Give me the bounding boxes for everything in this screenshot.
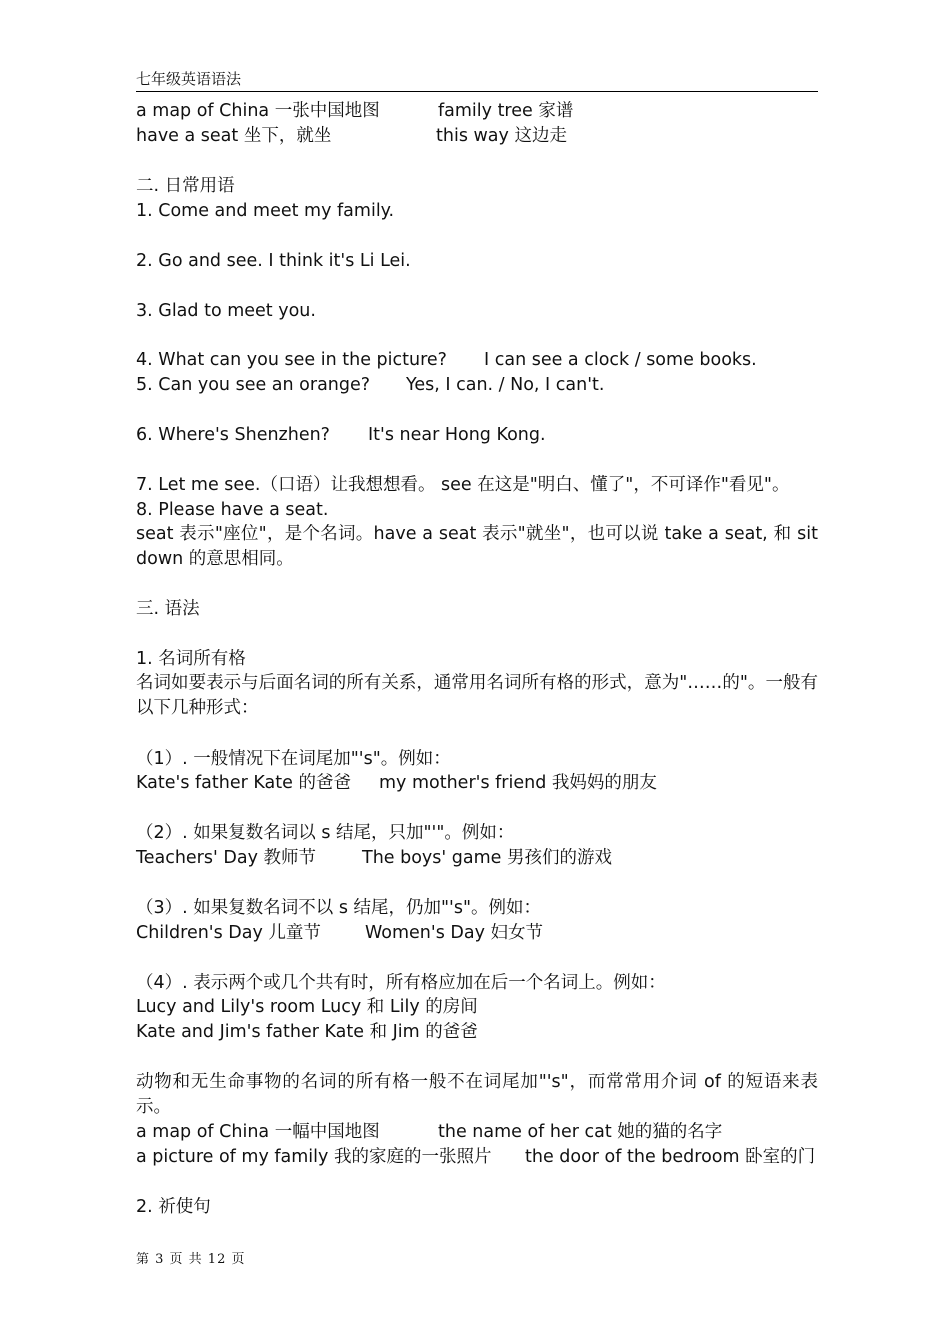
rule: （3）. 如果复数名词不以 s 结尾，仍加"'s"。例如： <box>136 898 542 918</box>
vocab-term: have a seat 坐下，就坐 <box>136 126 332 146</box>
vocab-term: family tree 家谱 <box>438 101 574 121</box>
example-row <box>136 1120 723 1144</box>
phrase-item: 1. Come and meet my family. <box>136 201 395 221</box>
example-row <box>136 1145 816 1169</box>
example: Lucy and Lily's room Lucy 和 Lily 的房间 <box>136 997 478 1017</box>
subsection-title: 1. 名词所有格 <box>136 649 246 669</box>
header-divider <box>136 91 818 92</box>
vocab-row-1 <box>136 99 574 123</box>
rule: （2）. 如果复数名词以 s 结尾，只加"'"。例如： <box>136 823 515 843</box>
qa-row <box>136 348 757 372</box>
example: Kate's father Kate 的爸爸 <box>136 773 351 793</box>
qa-row <box>136 373 605 397</box>
phrase-item: 2. Go and see. I think it's Li Lei. <box>136 251 411 271</box>
phrase-item: 3. Glad to meet you. <box>136 301 316 321</box>
answer: I can see a clock / some books. <box>484 350 757 370</box>
example: The boys' game 男孩们的游戏 <box>362 848 612 868</box>
example: a picture of my family 我的家庭的一张照片 <box>136 1147 492 1167</box>
example: my mother's friend 我妈妈的朋友 <box>379 773 657 793</box>
page-header-title: 七年级英语语法 <box>136 70 242 88</box>
example: a map of China 一幅中国地图 <box>136 1122 380 1142</box>
vocab-term: this way 这边走 <box>436 126 567 146</box>
example: the door of the bedroom 卧室的门 <box>525 1147 816 1167</box>
answer: It's near Hong Kong. <box>368 425 546 445</box>
example: Kate and Jim's father Kate 和 Jim 的爸爸 <box>136 1022 478 1042</box>
question: 5. Can you see an orange? <box>136 375 371 395</box>
example: the name of her cat 她的猫的名字 <box>438 1122 723 1142</box>
paragraph: 名词如要表示与后面名词的所有关系，通常用名词所有格的形式，意为"……的"。一般有以下几种形式： <box>136 673 818 718</box>
example-row <box>136 921 543 945</box>
example: Women's Day 妇女节 <box>365 923 543 943</box>
question: 6. Where's Shenzhen? <box>136 425 330 445</box>
subsection-title: 2. 祈使句 <box>136 1197 211 1217</box>
example-row <box>136 771 657 795</box>
example: Children's Day 儿童节 <box>136 923 321 943</box>
page-footer: 第 3 页 共 12 页 <box>136 1252 246 1267</box>
vocab-term: a map of China 一张中国地图 <box>136 101 380 121</box>
paragraph: 动物和无生命事物的名词的所有格一般不在词尾加"'s"，而常常用介词 of 的短语来表示。 <box>136 1072 818 1117</box>
example-row <box>136 846 612 870</box>
rule: （1）. 一般情况下在词尾加"'s"。例如： <box>136 749 451 769</box>
answer: Yes, I can. / No, I can't. <box>406 375 605 395</box>
phrase-note: seat 表示"座位"，是个名词。have a seat 表示"就坐"，也可以说 take a seat, 和 sit down 的意思相同。 <box>136 524 818 569</box>
section-heading: 三. 语法 <box>136 599 200 619</box>
phrase-item: 7. Let me see.（口语）让我想想看。 see 在这是"明白、懂了"，不可译作"看见"。 <box>136 475 790 495</box>
phrase-item: 8. Please have a seat. <box>136 500 329 520</box>
question: 4. What can you see in the picture? <box>136 350 447 370</box>
rule: （4）. 表示两个或几个共有时，所有格应加在后一个名词上。例如： <box>136 973 666 993</box>
example: Teachers' Day 教师节 <box>136 848 316 868</box>
qa-row <box>136 423 546 447</box>
section-heading: 二. 日常用语 <box>136 176 235 196</box>
vocab-row-2 <box>136 124 567 148</box>
